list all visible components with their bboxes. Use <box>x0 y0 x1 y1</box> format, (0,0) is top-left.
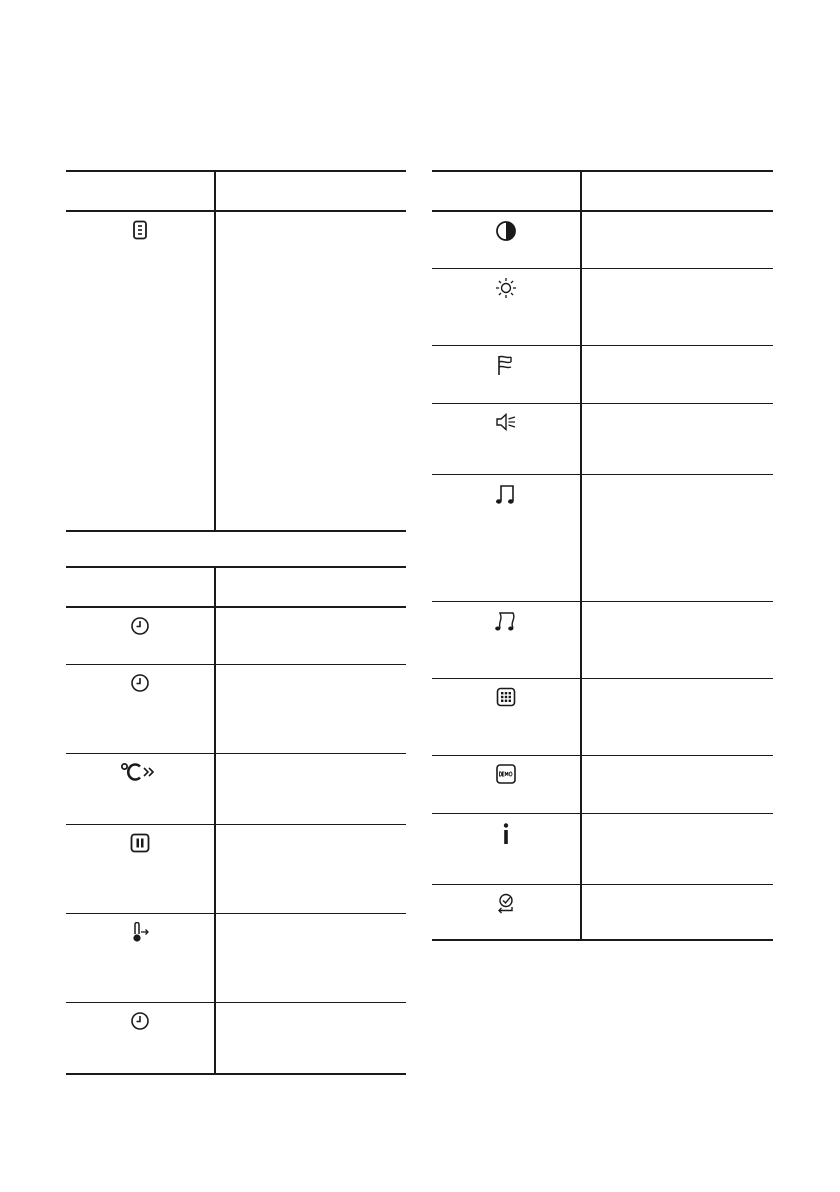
demo-icon <box>496 764 516 784</box>
header-col-symbol <box>432 171 581 211</box>
language-flag-icon <box>496 354 516 376</box>
contrast-icon <box>495 220 517 242</box>
settings-table-display <box>432 170 773 941</box>
settings-table-timers <box>66 566 406 1075</box>
mode-selector-icon <box>132 220 148 240</box>
brightness-icon <box>495 277 517 299</box>
table-row <box>66 914 406 1003</box>
table-row <box>432 211 773 269</box>
row-description <box>581 475 773 602</box>
table-row <box>66 607 406 665</box>
row-description <box>215 825 406 914</box>
table-row <box>432 404 773 475</box>
header-col-description <box>215 171 406 211</box>
header-col-description <box>581 171 773 211</box>
header-col-symbol <box>66 171 215 211</box>
table-row <box>66 825 406 914</box>
table-row <box>66 1003 406 1075</box>
table-row <box>432 269 773 346</box>
row-description <box>581 269 773 346</box>
row-description <box>215 665 406 754</box>
row-description <box>581 756 773 814</box>
table-row <box>66 211 406 531</box>
row-description <box>581 679 773 756</box>
row-description <box>215 1003 406 1075</box>
row-description <box>215 211 406 531</box>
music-note-icon <box>494 483 518 505</box>
header-col-symbol <box>66 567 215 607</box>
pause-icon <box>130 833 150 853</box>
table-row <box>432 346 773 404</box>
settings-table-mode <box>66 170 406 532</box>
table-header-row <box>432 171 773 211</box>
table-row <box>432 475 773 602</box>
table-row <box>66 754 406 825</box>
food-sensor-icon <box>129 922 151 944</box>
fast-heatup-icon <box>121 762 159 782</box>
clock-icon <box>130 1011 150 1031</box>
factory-reset-icon <box>495 893 517 915</box>
table-row <box>432 756 773 814</box>
row-description <box>581 346 773 404</box>
table-row <box>432 814 773 885</box>
row-description <box>581 211 773 269</box>
speaker-volume-icon <box>495 412 517 432</box>
table-header-row <box>66 171 406 211</box>
row-description <box>215 754 406 825</box>
row-description <box>581 602 773 679</box>
row-description <box>581 814 773 885</box>
row-description <box>581 404 773 475</box>
table-header-row <box>66 567 406 607</box>
table-row <box>432 679 773 756</box>
header-col-description <box>215 567 406 607</box>
table-row <box>432 602 773 679</box>
row-description <box>215 914 406 1003</box>
row-description <box>215 607 406 665</box>
table-row <box>432 885 773 941</box>
melody-icon <box>493 610 519 632</box>
keypad-icon <box>496 687 516 707</box>
clock-icon <box>130 616 150 636</box>
info-icon <box>500 822 512 846</box>
clock-icon <box>130 673 150 693</box>
row-description <box>581 885 773 941</box>
table-row <box>66 665 406 754</box>
